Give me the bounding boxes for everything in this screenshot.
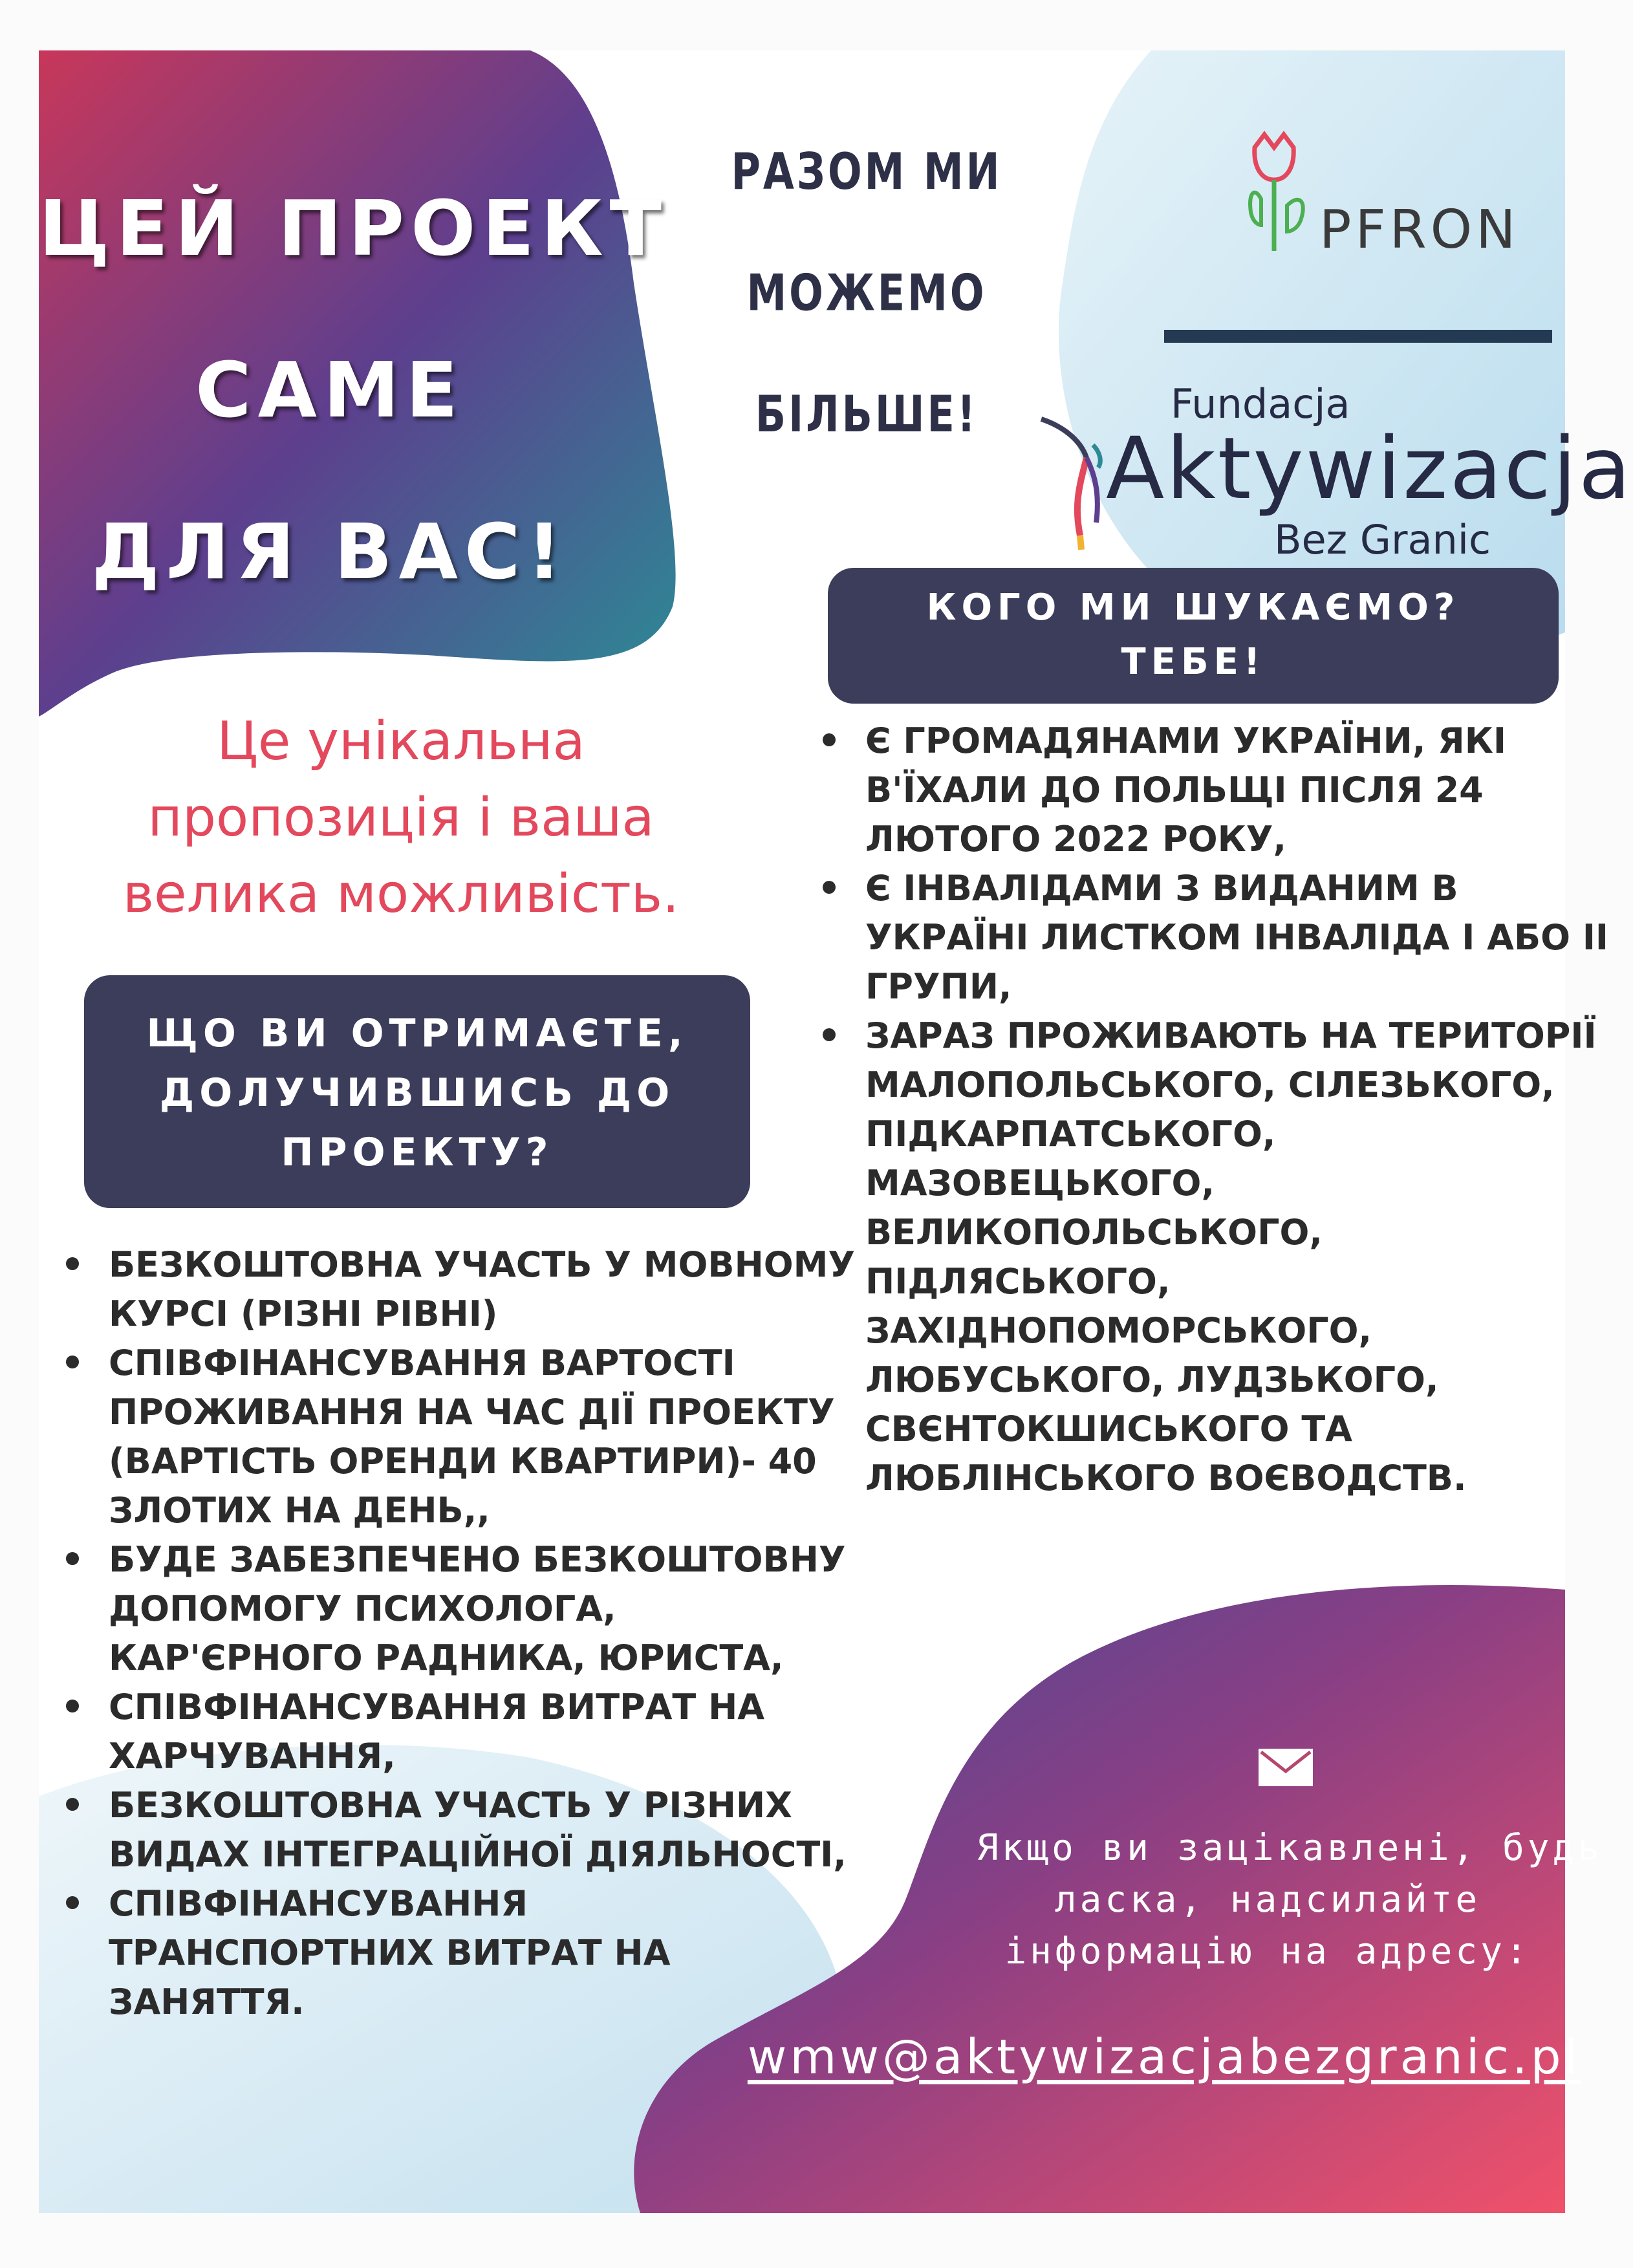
list-item-line: СПІВФІНАНСУВАННЯ: [109, 1883, 528, 1924]
who-list: [808, 717, 1609, 1503]
bullet-icon: [823, 881, 836, 894]
list-item-line: БЕЗКОШТОВНА УЧАСТЬ У РІЗНИХ: [109, 1785, 792, 1826]
hero-line: САМЕ: [195, 345, 464, 435]
list-item: [52, 1535, 854, 1683]
list-item-line: ЛЮТОГО 2022 РОКУ,: [865, 819, 1286, 859]
list-item-line: КАР'ЄРНОГО РАДНИКА, ЮРИСТА,: [109, 1637, 784, 1678]
envelope-icon: [1258, 1748, 1314, 1787]
bullet-icon: [823, 733, 836, 746]
who-heading-line: КОГО МИ ШУКАЄМО?: [926, 587, 1460, 629]
bullet-icon: [66, 1700, 79, 1712]
list-item: [808, 864, 1609, 1011]
divider: [1164, 330, 1552, 343]
unique-line: пропозиція і ваша: [147, 787, 654, 848]
unique-line: велика можливість.: [122, 863, 680, 925]
slogan-line: БІЛЬШЕ!: [755, 384, 979, 444]
list-item-line: ТРАНСПОРТНИХ ВИТРАТ НА: [109, 1932, 671, 1973]
benefits-heading-line: ПРОЕКТУ?: [281, 1130, 554, 1175]
hero-line: ЦЕЙ ПРОЕКТ: [39, 184, 669, 273]
list-item-line: ЛЮБУСЬКОГО, ЛУДЗЬКОГО,: [865, 1359, 1439, 1400]
benefits-heading-line: ЩО ВИ ОТРИМАЄТЕ,: [146, 1011, 688, 1056]
fundacja-bottom-label: Bez Granic: [1274, 516, 1491, 563]
list-item-line: СПІВФІНАНСУВАННЯ ВИТРАТ НА: [109, 1687, 765, 1727]
pfron-label: PFRON: [1319, 199, 1520, 261]
list-item-line: (ВАРТІСТЬ ОРЕНДИ КВАРТИРИ)- 40: [109, 1441, 817, 1482]
bullet-icon: [66, 1257, 79, 1270]
contact-line: інформацію на адресу:: [1004, 1930, 1531, 1972]
list-item: [52, 1240, 854, 1339]
pfron-logo: [1242, 128, 1520, 270]
fundacja-logo: [1035, 380, 1633, 594]
list-item-line: Є ГРОМАДЯНАМИ УКРАЇНИ, ЯКІ: [865, 720, 1506, 761]
list-item-line: ПІДКАРПАТСЬКОГО,: [865, 1114, 1276, 1154]
list-item-line: СПІВФІНАНСУВАННЯ ВАРТОСТІ: [109, 1343, 735, 1383]
bullet-icon: [823, 1028, 836, 1041]
list-item-line: ЛЮБЛІНСЬКОГО ВОЄВОДСТВ.: [865, 1458, 1467, 1498]
contact-email-link[interactable]: wmw@aktywizacjabezgranic.pl: [747, 2029, 1581, 2085]
who-heading-box: [828, 568, 1559, 704]
list-item-line: ХАРЧУВАННЯ,: [109, 1736, 396, 1777]
benefits-heading-box: [84, 975, 750, 1208]
slogan-line: РАЗОМ МИ МОЖЕМО: [731, 142, 1002, 322]
dancer-icon: [1035, 406, 1112, 555]
contact-line: Якщо ви зацікавлені, будь: [977, 1827, 1603, 1869]
list-item-line: ЗАНЯТТЯ.: [109, 1982, 305, 2022]
unique-offer-text: [78, 704, 724, 933]
list-item-line: СВЄНТОКШИСЬКОГО ТА: [865, 1409, 1352, 1449]
list-item-line: ПІДЛЯСЬКОГО,: [865, 1261, 1171, 1302]
list-item: [52, 1879, 854, 2027]
list-item-line: ЗАРАЗ ПРОЖИВАЮТЬ НА ТЕРИТОРІЇ: [865, 1015, 1597, 1056]
contact-text: [977, 1822, 1603, 1978]
benefits-list: [52, 1240, 854, 2027]
list-item: [52, 1781, 854, 1879]
unique-line: Це унікальна: [217, 711, 585, 772]
bullet-icon: [66, 1355, 79, 1368]
tulip-icon: [1242, 128, 1313, 257]
hero-title: [39, 147, 669, 632]
list-item-line: ЗЛОТИХ НА ДЕНЬ,,: [109, 1490, 490, 1531]
list-item-line: МАЗОВЕЦЬКОГО,: [865, 1163, 1215, 1204]
flyer-page: [39, 50, 1633, 2213]
list-item-line: ЗАХІДНОПОМОРСЬКОГО,: [865, 1310, 1372, 1351]
hero-line: ДЛЯ ВАС!: [91, 507, 568, 596]
fundacja-main-label: Aktywizacja: [1106, 419, 1633, 519]
list-item-line: МАЛОПОЛЬСЬКОГО, СІЛЕЗЬКОГО,: [865, 1064, 1555, 1105]
list-item-line: ВИДАХ ІНТЕГРАЦІЙНОЇ ДІЯЛЬНОСТІ,: [109, 1834, 847, 1875]
benefits-heading-line: ДОЛУЧИВШИСЬ ДО: [159, 1070, 675, 1116]
list-item-line: ВЕЛИКОПОЛЬСЬКОГО,: [865, 1212, 1323, 1253]
bullet-icon: [66, 1896, 79, 1909]
list-item-line: ПРОЖИВАННЯ НА ЧАС ДІЇ ПРОЕКТУ: [109, 1392, 835, 1432]
list-item-line: БЕЗКОШТОВНА УЧАСТЬ У МОВНОМУ: [109, 1244, 856, 1285]
bullet-icon: [66, 1798, 79, 1811]
list-item-line: Є ІНВАЛІДАМИ З ВИДАНИМ В: [865, 868, 1458, 909]
list-item-line: КУРСІ (РІЗНІ РІВНІ): [109, 1293, 498, 1334]
list-item-line: ДОПОМОГУ ПСИХОЛОГА,: [109, 1588, 616, 1629]
list-item-line: УКРАЇНІ ЛИСТКОМ ІНВАЛІДА І АБО ІІ: [865, 917, 1609, 958]
list-item: [808, 1011, 1597, 1503]
list-item-line: БУДЕ ЗАБЕЗПЕЧЕНО БЕЗКОШТОВНУ: [109, 1539, 846, 1580]
fundacja-top-label: Fundacja: [1171, 380, 1350, 427]
list-item: [808, 717, 1572, 864]
bullet-icon: [66, 1552, 79, 1565]
list-item-line: ГРУПИ,: [865, 966, 1012, 1007]
list-item: [52, 1683, 854, 1781]
list-item-line: В'ЇХАЛИ ДО ПОЛЬЩІ ПІСЛЯ 24: [865, 770, 1484, 810]
contact-line: ласка, надсилайте: [1054, 1879, 1481, 1921]
list-item: [52, 1339, 854, 1535]
who-heading-line: ТЕБЕ!: [1121, 641, 1266, 683]
